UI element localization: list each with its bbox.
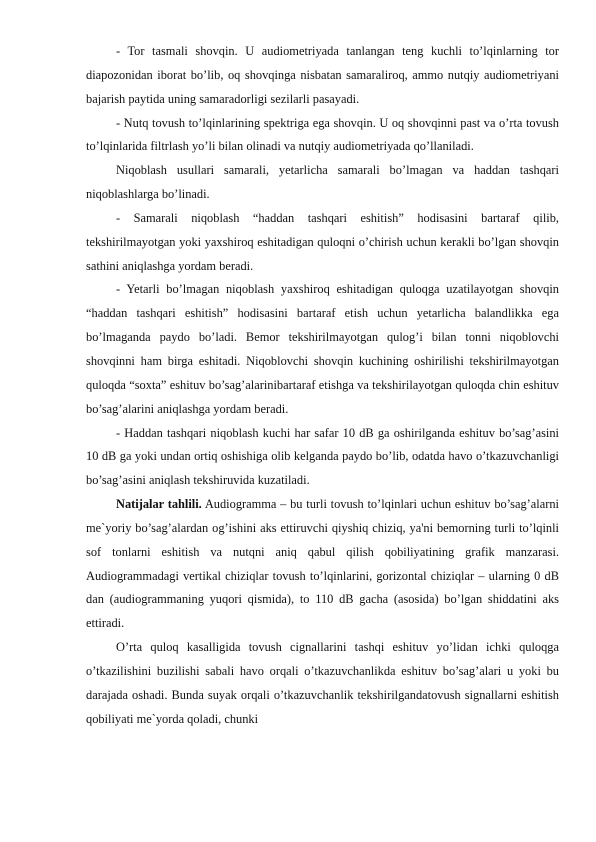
paragraph-text: - Tor tasmali shovqin. U audiometriyada tanlangan teng kuchli to’lqinlarning tor diapozonidan iborat bo’lib, oq shovqinga nisbatan samaraliroq, ammo nutqiy audiometriyani bajarish paytida uning samaradorligi sezilarli pasayadi. [86,44,559,106]
paragraph-text: - Haddan tashqari niqoblash kuchi har safar 10 dB ga oshirilganda eshituv bo’sag’asini 10 dB ga yoki undan ortiq oshishiga olib kelganda paydo bo’lib, odatda havo o’tkazuvchanligi bo’sag’asini aniqlash tekshiruvida kuzatiladi. [86,425,559,488]
paragraph-narrow-band-noise [86,40,559,112]
paragraph-insufficient-masking [86,278,559,421]
document-page [86,40,559,731]
paragraph-results-analysis [86,493,559,636]
paragraph-text: - Samarali niqoblash “haddan tashqari eshitish” hodisasini bartaraf qilib, tekshirilmayotgan yoki yaxshiroq eshitadigan quloqni o’chirish uchun kerakli bo’lgan shovqin sathini aniqlashga yordam beradi. [86,210,559,273]
paragraph-text: - Yetarli bo’lmagan niqoblash yaxshiroq eshitadigan quloqga uzatilayotgan shovqin “haddan tashqari eshitish” hodisasini bartaraf etish uchun yetarlicha balandlikka ega bo’lmaganda paydo bo’ladi. Bemor tekshirilmayotgan qulog’i bilan tonni niqoblovchi shovqinni ham birga eshitadi. Niqoblovchi shovqin kuchining oshirilishi tekshirilmayotgan quloqda “soxta” eshituv bo’sag’alarinibartaraf etishga va tekshirilayotgan quloqda chin eshituv bo’sag’alarini aniqlashga yordam beradi. [86,282,559,416]
paragraph-effective-masking [86,207,559,279]
paragraph-speech-noise [86,112,559,160]
paragraph-middle-ear [86,636,559,731]
paragraph-masking-methods [86,159,559,207]
paragraph-text: Niqoblash usullari samarali, yetarlicha samarali bo’lmagan va haddan tashqari niqoblashlarga bo’linadi. [86,163,559,202]
paragraph-text: O’rta quloq kasalligida tovush cignallarini tashqi eshituv yo’lidan ichki quloqga o’tkazilishini buzilishi sabali havo orqali o’tkazuvchanlikda eshituv bo’sag’alari u yoki bu darajada oshadi. Bunda suyak orqali o’tkazuvchanlik tekshirilgandatovush signallarni eshitish qobiliyati me`yorda qoladi, chunki [86,640,559,726]
paragraph-text: - Nutq tovush to’lqinlarining spektriga ega shovqin. U oq shovqinni past va o’rta tovush to’lqinlarida filtrlash yo’li bilan olinadi va nutqiy audiometriyada qo’llaniladi. [86,115,559,154]
paragraph-excessive-masking [86,422,559,494]
paragraph-text: Audiogramma – bu turli tovush to’lqinlari uchun eshituv bo’sag’alarni me`yoriy bo’sag’alardan og’ishini aks ettiruvchi qiyshiq chiziq, ya'ni bemorning turli to’lqinli sof tonlarni eshitish va nutqni aniq qabul qilish qobiliyatining grafik manzarasi. Audiogrammadagi vertikal chiziqlar tovush to’lqinlarini, gorizontal chiziqlar – ularning 0 dB dan (audiogrammaning yuqori qismida), to 110 dB gacha (asosida) bo’lgan shiddatini aks ettiradi. [86,497,559,631]
section-heading: Natijalar tahlili. [116,497,202,512]
